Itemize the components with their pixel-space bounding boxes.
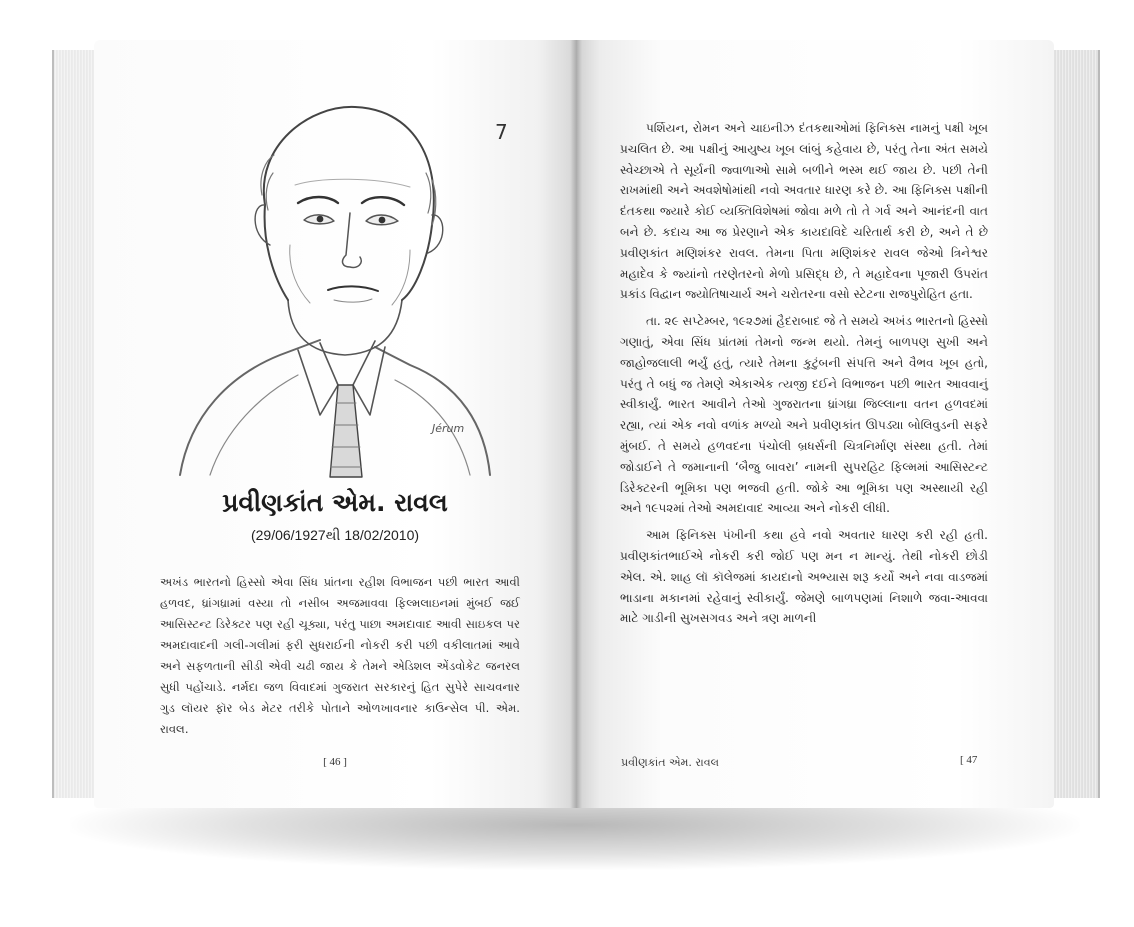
left-page-block-edge <box>52 50 98 798</box>
body-paragraph: પર્શિયન, રોમન અને ચાઇનીઝ દંતકથાઓમાં ફિનિક્સ નામનું પક્ષી ખૂબ પ્રચલિત છે. આ પક્ષીનું આયુષ્ય ખૂબ લાંબું કહેવાય છે, પરંતુ તેના અંત સમયે સ્વેચ્છાએ તે સૂર્યની જ્વાળાઓ સામે બળીને ભસ્મ થઈ જાય છે. પછી તેની રાખમાંથી અને અવશેષોમાંથી નવો અવતાર ધારણ કરે છે. આ ફિનિક્સ પક્ષીની દંતકથા જ્યારે કોઈ વ્યક્તિવિશેષમાં જોવા મળે તો તે ગર્વ અને આનંદની વાત બને છે. કદાચ આ જ પ્રેરણાને એક કાયદાવિદે ચરિતાર્થ કરી છે, અને તે છે પ્રવીણકાંત મણિશંકર રાવલ. તેમના પિતા મણિશંકર રાવલ જેઓ ત્રિનેશ્વર મહાદેવ કે જ્યાંનો તરણેતરનો મેળો પ્રસિદ્ધ છે, તે મહાદેવના પૂજારી ઉપરાંત પ્રકાંડ વિદ્વાન જ્યોતિષાચાર્ય અને ચરોતરના વસો સ્ટેટના રાજપુરોહિત હતા. <box>620 121 988 302</box>
author-bio-text: અખંડ ભારતનો હિસ્સો એવા સિંધ પ્રાંતના રહીશ વિભાજન પછી ભારત આવી હળવદ, ધ્રાંગધ્રામાં વસ્યા તો નસીબ અજમાવવા ફિલ્મલાઇનમાં મુંબઈ જઈ આસિસ્ટન્ટ ડિરેક્ટર પણ રહી ચૂક્યા, પરંતુ પાછા અમદાવાદ આવી સાઇકલ પર અમદાવાદની ગલી-ગલીમાં ફરી સુધરાઈની નોકરી કરી પછી વકીલાતમાં આવે અને સફળતાની સીડી એવી ચઢી જાય કે તેમને એડિશલ એંડવોકેટ જનરલ સુધી પહોંચાડે. નર્મદા જળ વિવાદમાં ગુજરાત સરકારનું હિત સુપેરે સાચવનાર ગુડ લૉયર ફૉર બેડ મેટર તરીકે પોતાને ઓળખાવનાર કાઉન્સેલ પી. એમ. રાવલ. <box>160 575 520 736</box>
body-paragraph: તા. ૨૯ સપ્ટેમ્બર, ૧૯૨૭માં હૈદરાબાદ જે તે સમયે અખંડ ભારતનો હિસ્સો ગણાતું, એવા સિંધ પ્રાંતમાં તેમનો જન્મ થયો. તેમનું બાળપણ સુખી અને જાહોજલાલી ભર્યું હતું, ત્યારે તેમના કુટુંબની સંપત્તિ અને વૈભવ ખૂબ હતો, પરંતુ તે બધું જ તેમણે એકાએક ત્યજી દઈને વિભાજન પછી ભારત આવવાનું સ્વીકાર્યું. ભારત આવીને તેઓ ગુજરાતના ધ્રાંગધ્રા જિલ્લાના વતન હળવદમાં રહ્યા, ત્યાં એક નવો વળાંક મળ્યો અને પ્રવીણકાંત ઊપડ્યા બોલિવુડની સફરે મુંબઈ. તે સમયે હળવદના પંચોલી બ્રધર્સની ચિત્રનિર્માણ સંસ્થા હતી. તેમાં જોડાઈને તે જમાનાની ‘બૈજુ બાવરા’ નામની સુપરહિટ ફિલ્મમાં આસિસ્ટન્ટ ડિરેક્ટરની ભૂમિકા પણ ભજવી હતી. જોકે આ ભૂમિકા પણ અસ્થાયી રહી અને ૧૯૫૨માં તેઓ અમદાવાદ આવ્યા અને નોકરી લીધી. <box>620 314 988 516</box>
right-page-block-edge <box>1052 50 1100 798</box>
running-title: પ્રવીણકાંત એમ. રાવલ <box>621 756 719 769</box>
page-number-right: [ 47 <box>960 754 978 766</box>
portrait-signature: Jérum <box>432 422 465 435</box>
chapter-number: 7 <box>495 120 508 144</box>
page-number-left: [ 46 ] <box>323 756 347 768</box>
book-gutter <box>570 40 582 808</box>
right-page-body <box>620 118 988 635</box>
author-portrait-sketch <box>170 85 500 480</box>
body-paragraph: આમ ફિનિક્સ પંખીની કથા હવે નવો અવતાર ધારણ કરી રહી હતી. પ્રવીણકાંતભાઈએ નોકરી કરી જોઈ પણ મન ન માન્યું. તેથી નોકરી છોડી એલ. એ. શાહ લૉ કૉલેજમાં કાયદાનો અભ્યાસ શરૂ કર્યો અને નવા વાડજમાં ભાડાના મકાનમાં રહેવાનું સ્વીકાર્યું. જેમણે બાળપણમાં નિશાળે જવા-આવવા માટે ગાડીની સુખસગવડ અને ત્રણ માળની <box>620 528 988 626</box>
author-life-dates: (29/06/1927થી 18/02/2010) <box>250 527 420 543</box>
author-name-heading: પ્રવીણકાંત એમ. રાવલ <box>222 488 448 517</box>
